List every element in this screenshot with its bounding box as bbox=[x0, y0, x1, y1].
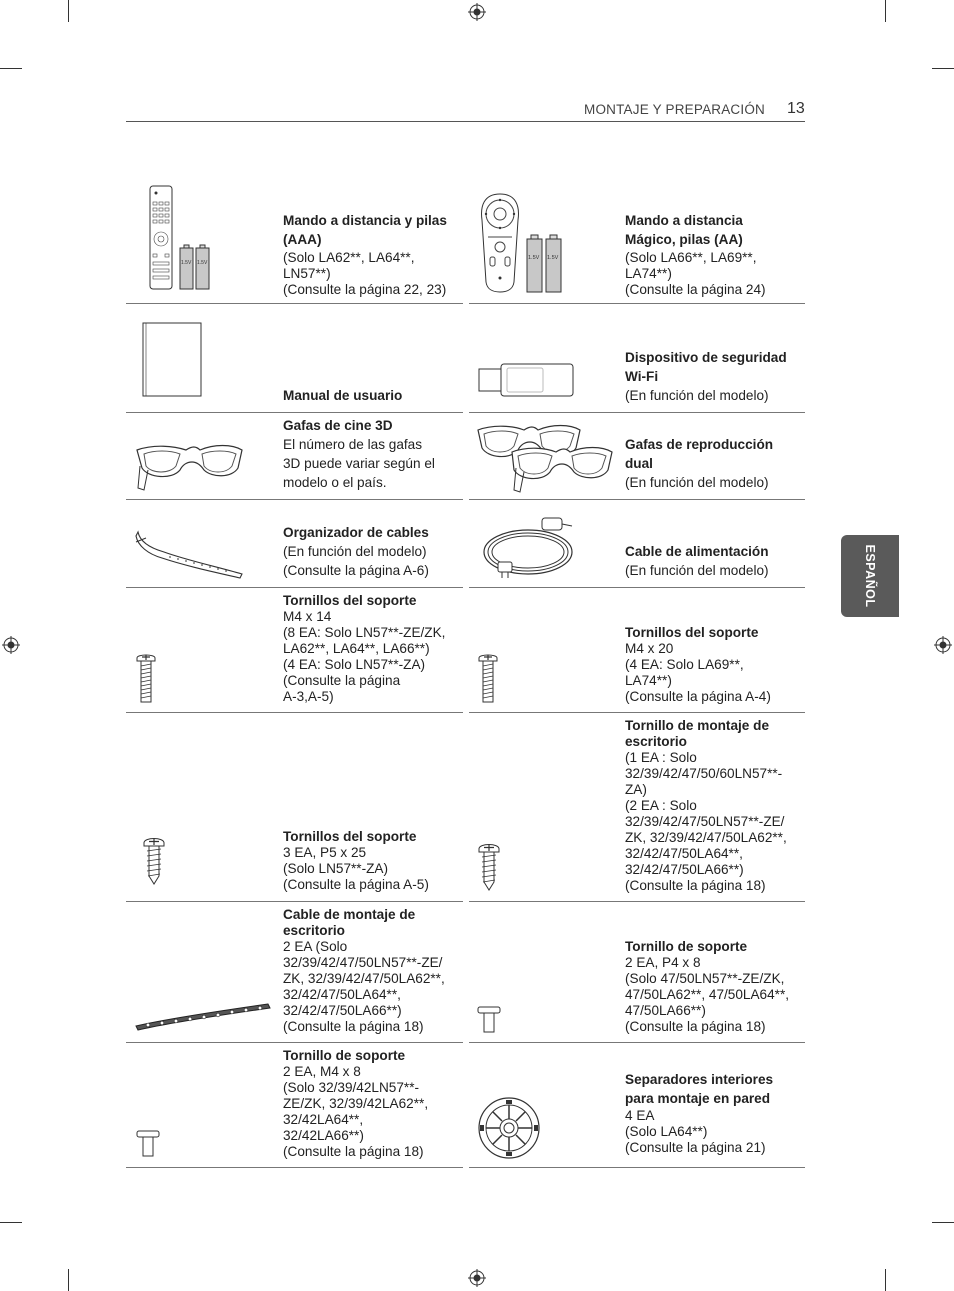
item-stand-screws-m4x14 bbox=[283, 593, 445, 705]
tapping-screw-icon bbox=[477, 842, 501, 892]
short-screw-icon bbox=[477, 1006, 501, 1034]
item-body: 2 EA, M4 x 8 (Solo 32/39/42LN57**- ZE/ZK, 32/39/42LA62**, 32/42LA64**, 32/42LA66**) (Consulte la página 18) bbox=[283, 1064, 429, 1159]
screw-icon bbox=[136, 652, 156, 704]
desk-mount-cable-icon bbox=[132, 1000, 272, 1032]
item-desk-mount-screw bbox=[625, 718, 787, 894]
item-body: 3 EA, P5 x 25 (Solo LN57**-ZA) (Consulte la página A-5) bbox=[283, 845, 429, 892]
row-divider bbox=[469, 412, 805, 413]
row-divider bbox=[126, 712, 463, 713]
item-stand-screw-m4x8 bbox=[283, 1048, 428, 1160]
item-cable-organizer bbox=[283, 523, 429, 580]
item-title: Gafas de cine 3D bbox=[283, 418, 393, 433]
item-desk-mount-cable bbox=[283, 907, 445, 1035]
page-number: 13 bbox=[787, 100, 805, 117]
item-title: Mando a distancia Mágico, pilas (AA) bbox=[625, 213, 743, 247]
svg-text:1.5V: 1.5V bbox=[528, 255, 540, 261]
item-title: Tornillos del soporte bbox=[625, 625, 759, 640]
item-title: Tornillos del soporte bbox=[283, 593, 417, 608]
item-wall-spacers bbox=[625, 1070, 773, 1156]
item-body: M4 x 20 (4 EA: Solo LA69**, LA74**) (Consulte la página A-4) bbox=[625, 641, 771, 704]
crop-mark bbox=[0, 68, 22, 69]
item-title: Tornillo de soporte bbox=[625, 939, 748, 954]
svg-text:1.5V: 1.5V bbox=[181, 260, 192, 266]
item-body: (En función del modelo) bbox=[625, 563, 769, 578]
item-body: 4 EA (Solo LA64**) (Consulte la página 21) bbox=[625, 1108, 766, 1155]
row-divider bbox=[469, 712, 805, 713]
row-divider bbox=[469, 587, 805, 588]
crop-mark bbox=[932, 1222, 954, 1223]
item-remote-aaa bbox=[283, 211, 447, 298]
user-manual-icon bbox=[140, 321, 204, 399]
row-divider bbox=[126, 412, 463, 413]
row-divider bbox=[469, 1042, 805, 1043]
item-stand-screw-p4x8 bbox=[625, 939, 789, 1035]
crop-mark bbox=[932, 68, 954, 69]
item-title: Cable de alimentación bbox=[625, 544, 769, 559]
row-divider bbox=[469, 1167, 805, 1168]
item-title: Manual de usuario bbox=[283, 388, 403, 403]
language-tab bbox=[841, 535, 899, 617]
svg-text:1.5V: 1.5V bbox=[197, 260, 208, 266]
item-title: Separadores interiores para montaje en pared bbox=[625, 1072, 774, 1106]
item-body: M4 x 14 (8 EA: Solo LN57**-ZE/ZK, LA62**, LA64**, LA66**) (4 EA: Solo LN57**-ZA) (Consulte la página A-3,A-5) bbox=[283, 609, 446, 704]
item-wifi-dongle bbox=[625, 348, 787, 405]
row-divider bbox=[469, 499, 805, 500]
cable-organizer-icon bbox=[134, 528, 246, 580]
svg-text:1.5V: 1.5V bbox=[547, 255, 559, 261]
item-3d-glasses bbox=[283, 416, 435, 492]
item-dual-play-glasses bbox=[625, 435, 773, 492]
item-body: (En función del modelo) bbox=[625, 475, 769, 490]
registration-mark-icon bbox=[934, 636, 952, 654]
wifi-dongle-icon bbox=[477, 360, 577, 400]
screw-icon bbox=[478, 652, 498, 704]
item-title: Dispositivo de seguridad Wi-Fi bbox=[625, 350, 787, 384]
registration-mark-icon bbox=[468, 1269, 486, 1287]
item-body: El número de las gafas 3D puede variar según el modelo o el país. bbox=[283, 437, 435, 490]
short-screw-icon bbox=[136, 1130, 160, 1158]
row-divider bbox=[469, 303, 805, 304]
dual-play-glasses-icon bbox=[476, 420, 616, 495]
magic-remote-icon bbox=[478, 192, 568, 296]
item-title: Mando a distancia y pilas (AAA) bbox=[283, 213, 447, 247]
item-body: 2 EA, P4 x 8 (Solo 47/50LN57**-ZE/ZK, 47/50LA62**, 47/50LA64**, 47/50LA66**) (Consulte la página 18) bbox=[625, 955, 790, 1034]
item-body: (1 EA : Solo 32/39/42/47/50/60LN57**- ZA) (2 EA : Solo 32/39/42/47/50LN57**-ZE/ ZK, 32/39/42/47/50LA62**, 32/42/47/50LA64**, 32/42/47/50LA66**) (Consulte la página 18) bbox=[625, 750, 787, 893]
item-title: Tornillo de montaje de escritorio bbox=[625, 718, 770, 749]
item-title: Tornillos del soporte bbox=[283, 829, 417, 844]
tapping-screw-icon bbox=[142, 836, 166, 886]
item-user-manual bbox=[283, 386, 402, 405]
wall-spacer-icon bbox=[476, 1096, 542, 1160]
registration-mark-icon bbox=[468, 3, 486, 21]
registration-mark-icon bbox=[2, 636, 20, 654]
item-title: Gafas de reproducción dual bbox=[625, 437, 774, 471]
crop-mark bbox=[68, 1269, 69, 1291]
item-title: Cable de montaje de escritorio bbox=[283, 907, 416, 938]
crop-mark bbox=[885, 1269, 886, 1291]
item-title: Organizador de cables bbox=[283, 525, 429, 540]
row-divider bbox=[126, 1042, 463, 1043]
item-stand-screws-p5x25 bbox=[283, 829, 429, 893]
row-divider bbox=[469, 901, 805, 902]
language-tab-label: ESPAÑOL bbox=[863, 544, 877, 608]
row-divider bbox=[126, 499, 463, 500]
power-cable-icon bbox=[480, 514, 580, 580]
row-divider bbox=[126, 303, 463, 304]
crop-mark bbox=[68, 0, 69, 22]
remote-control-icon bbox=[148, 184, 218, 292]
header-rule bbox=[126, 121, 805, 122]
row-divider bbox=[126, 1167, 463, 1168]
crop-mark bbox=[0, 1222, 22, 1223]
item-body: (Solo LA66**, LA69**, LA74**) (Consulte la página 24) bbox=[625, 250, 766, 297]
crop-mark bbox=[885, 0, 886, 22]
item-body: (En función del modelo) bbox=[625, 388, 769, 403]
section-title: MONTAJE Y PREPARACIÓN bbox=[584, 102, 765, 117]
item-stand-screws-m4x20 bbox=[625, 625, 771, 705]
item-magic-remote bbox=[625, 211, 766, 298]
item-body: 2 EA (Solo 32/39/42/47/50LN57**-ZE/ ZK, 32/39/42/47/50LA62**, 32/42/47/50LA64**, 32/42/47/50LA66**) (Consulte la página 18) bbox=[283, 939, 445, 1034]
item-body: (Solo LA62**, LA64**, LN57**) (Consulte la página 22, 23) bbox=[283, 250, 447, 297]
row-divider bbox=[126, 901, 463, 902]
item-title: Tornillo de soporte bbox=[283, 1048, 406, 1063]
row-divider bbox=[126, 587, 463, 588]
item-power-cable bbox=[625, 542, 769, 580]
3d-glasses-icon bbox=[134, 438, 244, 493]
item-body: (En función del modelo) (Consulte la página A-6) bbox=[283, 544, 429, 578]
